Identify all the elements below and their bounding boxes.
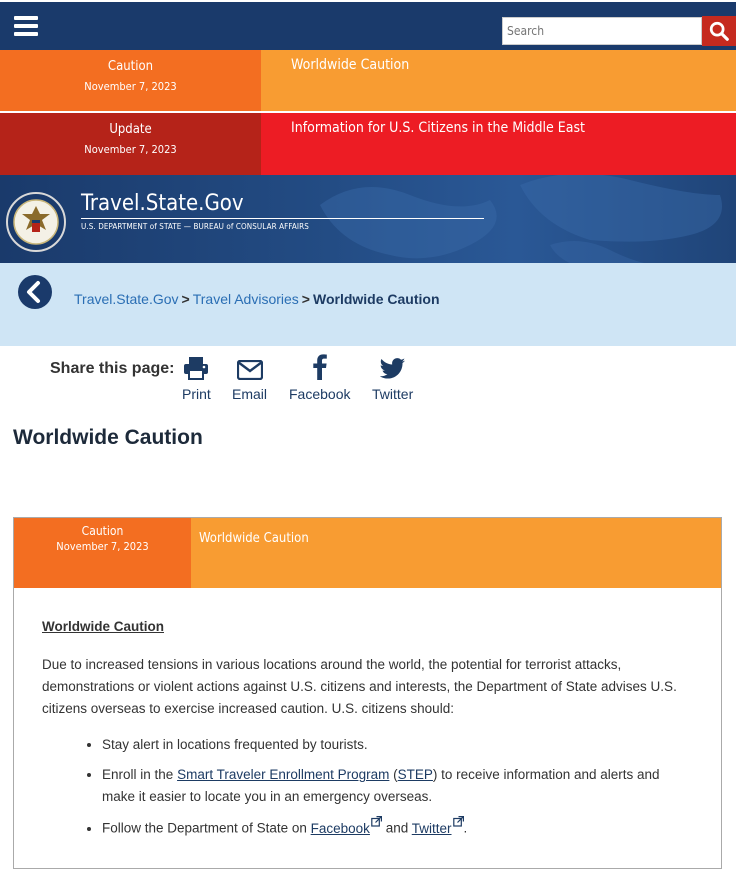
- list-item-text: ) to receive information and alerts and make it easier to locate you in an emergency overseas.: [102, 767, 660, 804]
- top-navigation-bar: [0, 0, 736, 50]
- breadcrumb-bar: [0, 263, 736, 346]
- advisory-list: [102, 734, 692, 840]
- external-link-icon: [453, 816, 464, 827]
- alert-kind: Caution: [107, 59, 154, 74]
- alert-label: [0, 50, 261, 111]
- alert-row-caution[interactable]: [0, 50, 736, 112]
- list-item-text: and: [385, 820, 409, 836]
- list-item-text: .: [463, 820, 468, 836]
- advisory-headline: Worldwide Caution: [191, 518, 721, 588]
- share-email-button[interactable]: [232, 354, 267, 402]
- breadcrumb-link-home[interactable]: Travel.State.Gov: [74, 291, 179, 307]
- list-item-text: Follow the Department of State on: [102, 820, 307, 836]
- breadcrumb-current: Worldwide Caution: [312, 291, 440, 307]
- advisory-date: November 7, 2023: [56, 540, 149, 553]
- print-icon: [183, 356, 209, 380]
- list-item-text: (: [393, 767, 398, 782]
- breadcrumb-separator: >: [301, 291, 310, 307]
- list-item: [102, 764, 692, 808]
- search-button[interactable]: [702, 16, 736, 46]
- share-label: Share this page:: [50, 360, 175, 377]
- page-title: Worldwide Caution: [13, 426, 203, 449]
- world-map-decoration: [300, 175, 736, 263]
- breadcrumb-link-travel-advisories[interactable]: Travel Advisories: [192, 291, 299, 307]
- step-abbr-link[interactable]: STEP: [397, 767, 433, 782]
- share-print-label: Print: [182, 386, 211, 402]
- breadcrumb: [74, 291, 440, 307]
- search-icon: [708, 20, 730, 42]
- search-input[interactable]: [502, 17, 702, 45]
- twitter-link-text: Twitter: [411, 820, 452, 836]
- twitter-link[interactable]: [412, 821, 464, 836]
- share-email-label: Email: [232, 386, 268, 402]
- list-item-text: Enroll in the: [102, 767, 174, 782]
- alert-kind: Update: [109, 122, 152, 137]
- external-link-icon: [371, 816, 382, 827]
- advisory-label: [14, 518, 191, 588]
- twitter-icon: [380, 358, 406, 380]
- hamburger-menu-icon[interactable]: [14, 16, 38, 36]
- site-title[interactable]: Travel.State.Gov: [81, 191, 484, 219]
- alert-message-link[interactable]: Worldwide Caution: [261, 50, 736, 111]
- step-program-link[interactable]: Smart Traveler Enrollment Program: [177, 767, 390, 782]
- share-facebook-label: Facebook: [289, 386, 351, 402]
- alert-message-link[interactable]: Information for U.S. Citizens in the Middle East: [261, 113, 736, 175]
- state-department-seal-icon: [6, 192, 66, 252]
- share-twitter-button[interactable]: [372, 354, 413, 402]
- list-item: [102, 816, 692, 840]
- advisory-intro: Due to increased tensions in various locations around the world, the potential for terrorist attacks, demonstrations or violent actions against U.S. citizens and interests, the Department of State advises U.S. citizens overseas to exercise increased caution. U.S. citizens should:: [42, 657, 677, 716]
- facebook-link[interactable]: [311, 821, 382, 836]
- advisory-body: [42, 616, 692, 848]
- advisory-kind: Caution: [81, 524, 124, 538]
- breadcrumb-separator: >: [181, 291, 190, 307]
- share-twitter-label: Twitter: [372, 386, 414, 402]
- list-item: [102, 734, 692, 756]
- advisory-header: [14, 518, 721, 588]
- facebook-link-text: Facebook: [310, 820, 370, 836]
- alert-date: November 7, 2023: [84, 80, 177, 93]
- site-banner: [0, 175, 736, 263]
- site-subtitle: U.S. DEPARTMENT of STATE — BUREAU of CONSULAR AFFAIRS: [81, 222, 309, 231]
- advisory-box: [13, 517, 722, 869]
- back-chevron-icon[interactable]: [16, 274, 54, 310]
- list-item-text: Stay alert in locations frequented by tourists.: [102, 737, 368, 752]
- share-facebook-button[interactable]: [289, 354, 350, 402]
- share-print-button[interactable]: [182, 354, 211, 402]
- alert-date: November 7, 2023: [84, 143, 177, 156]
- facebook-icon: [313, 354, 327, 380]
- alert-row-update[interactable]: [0, 113, 736, 175]
- advisory-subhead: Worldwide Caution: [42, 619, 164, 634]
- email-icon: [237, 360, 263, 380]
- alert-label: [0, 113, 261, 175]
